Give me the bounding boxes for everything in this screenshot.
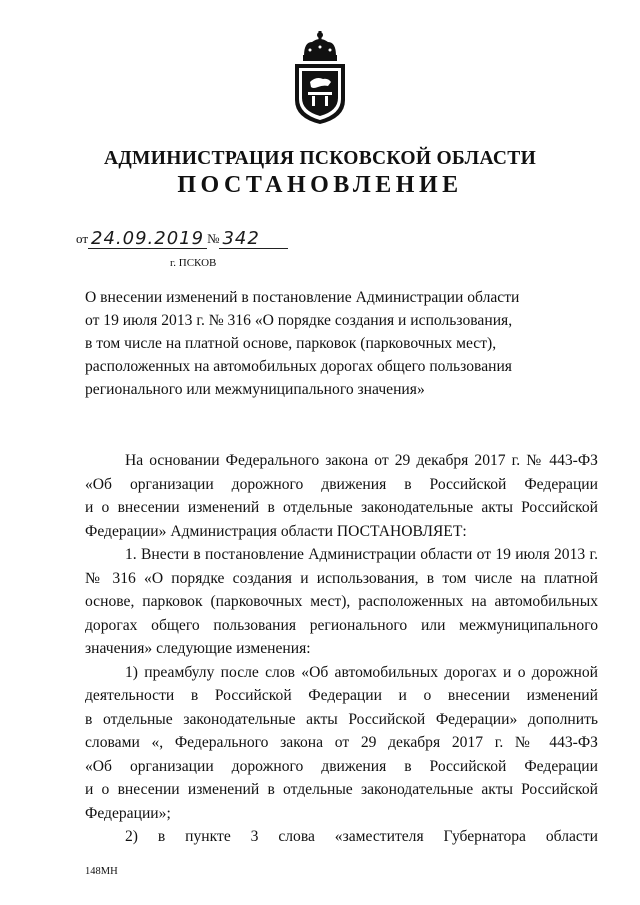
body-line: Федерации» Администрация области ПОСТАНОВЛЯЕТ:: [85, 522, 467, 540]
document-subject: [85, 286, 545, 401]
body-line: основе, парковок (парковочных мест), расположенных на автомобильных: [85, 593, 598, 610]
registration-line: [76, 227, 288, 249]
document-code: 148МН: [85, 866, 118, 877]
subject-line: в том числе на платной основе, парковок (парковочных мест),: [85, 335, 497, 352]
body-line: словами «, Федерального закона от 29 декабря 2017 г. № 443-ФЗ: [85, 734, 598, 751]
body-line: 2) в пункте 3 слова «заместителя Губернатора области: [125, 828, 598, 845]
handwritten-number: 342: [222, 228, 260, 249]
body-line: 1. Внести в постановление Администрации области от 19 июля 2013 г.: [125, 546, 598, 563]
body-line: значения» следующие изменения:: [85, 640, 311, 657]
organization-title: АДМИНИСТРАЦИЯ ПСКОВСКОЙ ОБЛАСТИ: [103, 148, 537, 169]
document-body: [85, 449, 598, 849]
subject-line: О внесении изменений в постановление Администрации области: [85, 289, 520, 306]
body-line: деятельности в Российской Федерации и о внесении изменений: [85, 687, 598, 704]
subject-line: расположенных на автомобильных дорогах общего пользования: [85, 358, 512, 375]
body-line: Федерации»;: [85, 804, 171, 822]
pskov-coat-of-arms-icon: [290, 30, 350, 125]
subject-line: регионального или межмуниципального значения»: [85, 381, 425, 398]
body-line: «Об организации дорожного движения в Российской Федерации: [85, 475, 598, 493]
body-line: и о внесении изменений в отдельные законодательные акты Российской: [85, 781, 598, 798]
document-type-title: ПОСТАНОВЛЕНИЕ: [177, 172, 463, 198]
body-line: № 316 «О порядке создания и использования, в том числе на платной: [85, 569, 598, 587]
body-line: 1) преамбулу после слов «Об автомобильных дорогах и о дорожной: [125, 663, 598, 681]
body-line: дорогах общего пользования регионального или межмуниципального: [85, 616, 598, 634]
body-line: «Об организации дорожного движения в Российской Федерации: [85, 757, 598, 775]
body-line: На основании Федерального закона от 29 декабря 2017 г. № 443-ФЗ: [125, 452, 598, 469]
body-line: и о внесении изменений в отдельные законодательные акты Российской: [85, 499, 598, 516]
handwritten-date: 24.09.2019: [91, 228, 205, 249]
number-sign: №: [207, 231, 220, 246]
subject-line: от 19 июля 2013 г. № 316 «О порядке создания и использования,: [85, 312, 513, 329]
body-line: в отдельные законодательные акты Российской Федерации» дополнить: [85, 710, 598, 728]
date-prefix: от: [76, 231, 89, 246]
city-label: г. ПСКОВ: [170, 257, 217, 269]
